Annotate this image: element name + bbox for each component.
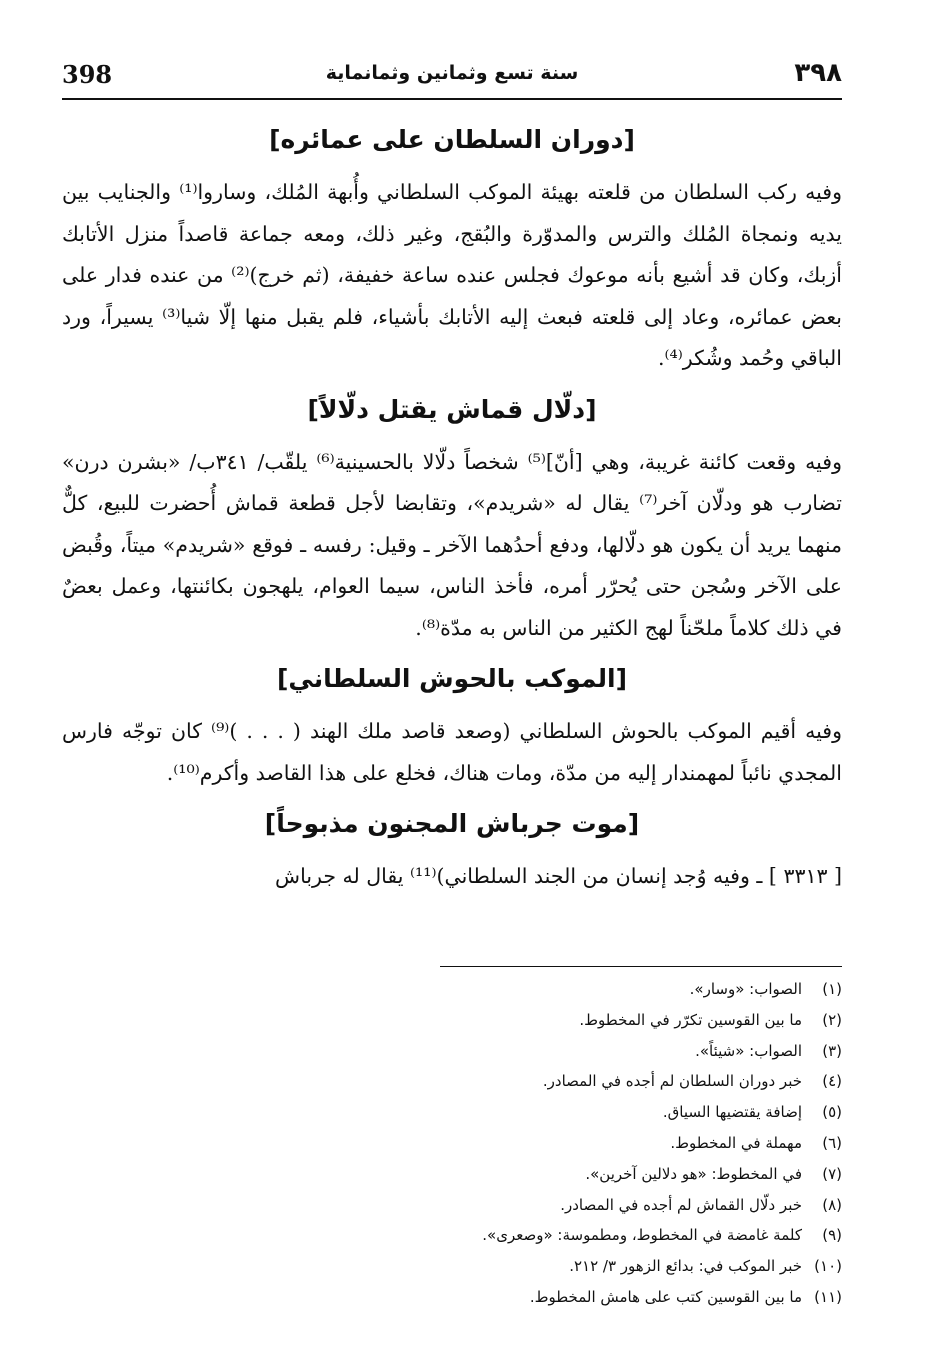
page-header [62, 58, 842, 98]
main-text [62, 112, 842, 906]
footnote [362, 1282, 842, 1313]
footnote-number: (١٠) [814, 1257, 842, 1276]
footnote-text: الصواب: «وسار». [689, 980, 802, 998]
footnote [362, 1190, 842, 1221]
footnote-rule [440, 966, 842, 967]
footnote [362, 1036, 842, 1067]
footnote-text: ما بين القوسين تكرّر في المخطوط. [579, 1010, 802, 1029]
running-title: سنة تسع وثمانين وثمانماية [325, 62, 579, 84]
footnote-text: في المخطوط: «هو دلالين آخرين». [585, 1164, 802, 1183]
footnote-text: خبر دوران السلطان لم أجده في المصادر. [542, 1072, 802, 1091]
footnote [362, 1220, 842, 1251]
footnote-text: خبر الموكب في: بدائع الزهور ٣/ ٢١٢. [569, 1257, 802, 1276]
page-number-latin: 398 [62, 60, 113, 89]
footnote-number: (٥) [822, 1103, 842, 1122]
footnote-number: (٨) [822, 1195, 842, 1214]
footnote-number: (٦) [822, 1133, 842, 1152]
footnote-number: (٤) [822, 1072, 842, 1091]
page-number-arabic: ٣٩٨ [794, 58, 842, 88]
header-rule [62, 98, 842, 100]
section-title: [الموكب بالحوش السلطاني] [276, 664, 628, 693]
footnote-number: (٧) [822, 1164, 842, 1183]
section-paragraph: [ ٣٣١٣ ] ـ وفيه وُجد إنسان من الجند السلطاني)⁽¹¹⁾ يقال له جرباش [275, 864, 842, 888]
footnote [362, 1005, 842, 1036]
footnote-number: (١) [822, 980, 842, 998]
footnotes-list [362, 974, 842, 1313]
footnote-text: الصواب: «شيئاً». [695, 1041, 802, 1060]
section-paragraph: وفيه أقيم الموكب بالحوش السلطاني (وصعد قاصد ملك الهند ( . . . )⁽⁹⁾ كان توجّه فارس المجدي نائباً لمهمندار إليه من مدّة، ومات هناك، فخلع على هذا القاصد وأكرم⁽¹⁰⁾. [62, 719, 843, 785]
footnote-number: (١١) [814, 1287, 842, 1306]
section-paragraph: وفيه وقعت كائنة غريبة، وهي [أنّ]⁽⁵⁾ شخصاً دلّالا بالحسينية⁽⁶⁾ يلقّب/ ٣٤١ب/ «بشرن درن» تضارب هو ودلّان آخر⁽⁷⁾ يقال له «شريدم»، وتقابضا لأجل قطعة قماش أُحضرت للبيع، كلٌّ منهما يريد أن يكون هو دلّالها، ودفع أحدُهما الآخر ـ وقيل: رفسه ـ فوقع «شريدم» ميتاً، وقُبض على الآخر وسُجن حتى يُحرّر أمره، فأخذ الناس، سيما العوام، يلهجون بكائنتها، وعمل بعضٌ في ذلك كلاماً ملحّناً لهج الكثير من الناس به مدّة⁽⁸⁾. [62, 449, 842, 640]
footnote [362, 1128, 842, 1159]
section-title: [دلّال قماش يقتل دلّالاً] [307, 394, 597, 424]
section-title: [دوران السلطان على عمائره] [269, 125, 635, 154]
footnote [362, 1251, 842, 1282]
footnote-text: كلمة غامضة في المخطوط، ومطموسة: «وصعرى». [482, 1226, 802, 1245]
footnote-number: (٩) [822, 1226, 842, 1245]
footnote [362, 1097, 842, 1128]
footnote-text: خبر دلّال القماش لم أجده في المصادر. [560, 1195, 802, 1214]
footnote-text: مهملة في المخطوط. [670, 1133, 802, 1152]
footnote [362, 1066, 842, 1097]
footnote [362, 974, 842, 1005]
footnote [362, 1159, 842, 1190]
section-paragraph: وفيه ركب السلطان من قلعته بهيئة الموكب السلطاني وأُبهة المُلك، وساروا⁽¹⁾ والجنايب بين يديه ونمجاة المُلك والترس والمدوّرة والبُقج، وغير ذلك، ومعه جماعة قاصداً منزل الأتابك أزبك، وكان قد أشيع بأنه موعوك فجلس عنده ساعة خفيفة، (ثم خرج)⁽²⁾ من عنده فدار على بعض عمائره، وعاد إلى قلعته فبعث إليه الأتابك بأشياء، فلم يقبل منها إلّا شيا⁽³⁾ يسيراً، ورد الباقي وحُمد وشُكر⁽⁴⁾. [62, 180, 842, 370]
footnote-text: ما بين القوسين كتب على هامش المخطوط. [529, 1287, 802, 1306]
footnote-number: (٣) [822, 1041, 842, 1060]
footnote-number: (٢) [822, 1010, 842, 1029]
footnote-text: إضافة يقتضيها السياق. [662, 1103, 802, 1122]
section-title: [موت جرباش المجنون مذبوحاً] [264, 809, 640, 838]
